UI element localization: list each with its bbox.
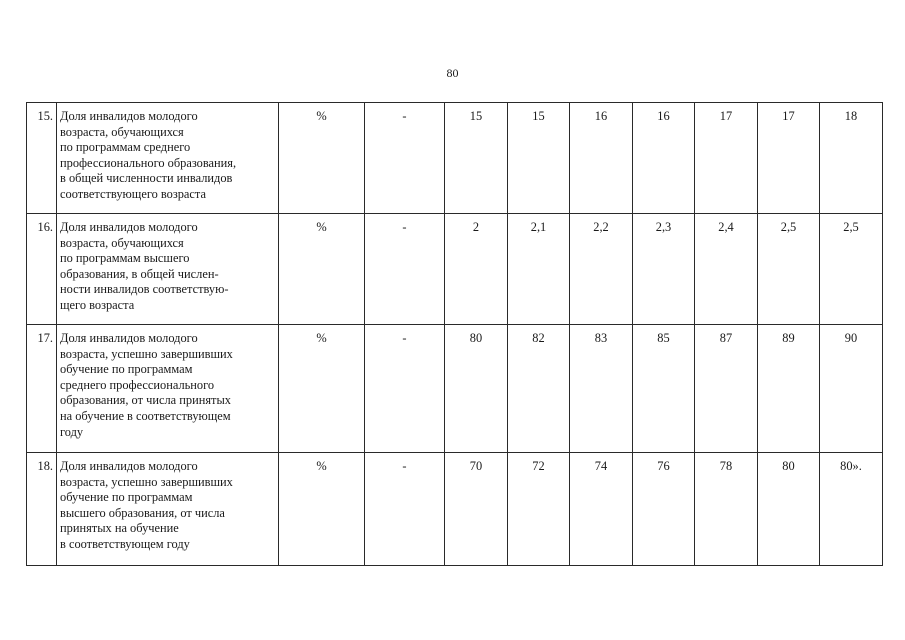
indicator-name-line: обучение по программам: [60, 490, 193, 505]
indicator-name-line: Доля инвалидов молодого: [60, 331, 198, 345]
page-number: 80: [446, 66, 459, 80]
indicator-name-line: по программам среднего: [60, 140, 191, 155]
indicator-name-line: Доля инвалидов молодого: [60, 109, 198, 123]
row-number: 18.: [27, 453, 57, 566]
value-cell: 15: [445, 103, 508, 214]
indicator-name-line: Доля инвалидов молодого: [60, 220, 198, 234]
value-cell: 16: [570, 103, 633, 214]
unit-cell: %: [279, 214, 365, 325]
value-cell: 74: [570, 453, 633, 566]
indicator-name-line: профессионального образования,: [60, 155, 237, 170]
indicator-name-line: возраста, успешно завершивших: [60, 474, 233, 489]
indicators-table: [26, 102, 883, 566]
value-cell: 2,5: [758, 214, 820, 325]
value-cell: 2,1: [508, 214, 570, 325]
indicator-name-line: возраста, успешно завершивших: [60, 346, 233, 361]
value-cell: 78: [695, 453, 758, 566]
value-cell: 2,3: [633, 214, 695, 325]
indicator-name-line: возраста, обучающихся: [60, 124, 184, 139]
value-cell: 85: [633, 325, 695, 453]
value-cell: 16: [633, 103, 695, 214]
value-cell: 80: [445, 325, 508, 453]
value-cell: 90: [820, 325, 883, 453]
value-cell: 2: [445, 214, 508, 325]
indicator-name-line: Доля инвалидов молодого: [60, 459, 198, 473]
value-cell: 2,4: [695, 214, 758, 325]
value-cell: 80».: [820, 453, 883, 566]
value-cell: 87: [695, 325, 758, 453]
indicator-name-line: обучение по программам: [60, 362, 193, 377]
table-row: [27, 453, 883, 566]
indicator-name: [57, 103, 279, 214]
unit-cell: %: [279, 453, 365, 566]
value-cell: 70: [445, 453, 508, 566]
value-cell: 17: [695, 103, 758, 214]
indicator-name-line: образования, в общей числен-: [60, 266, 219, 281]
indicator-name-line: на обучение в соответствующем: [60, 408, 231, 423]
value-cell: 76: [633, 453, 695, 566]
indicator-name-line: в общей численности инвалидов: [60, 171, 233, 186]
indicator-name: [57, 453, 279, 566]
indicator-name-line: возраста, обучающихся: [60, 235, 184, 250]
value-cell: 89: [758, 325, 820, 453]
value-cell: 82: [508, 325, 570, 453]
value-cell: 80: [758, 453, 820, 566]
table-row: [27, 214, 883, 325]
indicator-name-line: принятых на обучение: [60, 521, 179, 536]
row-number: 15.: [27, 103, 57, 214]
value-cell: 15: [508, 103, 570, 214]
value-cell: 17: [758, 103, 820, 214]
value-cell: 2,2: [570, 214, 633, 325]
value-cell: 2,5: [820, 214, 883, 325]
indicator-name-line: высшего образования, от числа: [60, 505, 225, 520]
indicator-name-line: щего возраста: [60, 297, 135, 312]
base-value-cell: -: [365, 214, 445, 325]
value-cell: 18: [820, 103, 883, 214]
base-value-cell: -: [365, 325, 445, 453]
unit-cell: %: [279, 103, 365, 214]
indicator-name-line: образования, от числа принятых: [60, 393, 231, 408]
indicator-name-line: ности инвалидов соответствую-: [60, 282, 229, 297]
table-row: [27, 325, 883, 453]
value-cell: 72: [508, 453, 570, 566]
row-number: 16.: [27, 214, 57, 325]
base-value-cell: -: [365, 453, 445, 566]
unit-cell: %: [279, 325, 365, 453]
indicator-name-line: соответствующего возраста: [60, 186, 207, 201]
indicator-name-line: по программам высшего: [60, 251, 190, 266]
row-number: 17.: [27, 325, 57, 453]
indicator-name-line: году: [60, 424, 84, 439]
table-row: [27, 103, 883, 214]
base-value-cell: -: [365, 103, 445, 214]
indicator-name: [57, 325, 279, 453]
indicator-name: [57, 214, 279, 325]
indicator-name-line: в соответствующем году: [60, 536, 190, 551]
indicator-name-line: среднего профессионального: [60, 377, 215, 392]
value-cell: 83: [570, 325, 633, 453]
